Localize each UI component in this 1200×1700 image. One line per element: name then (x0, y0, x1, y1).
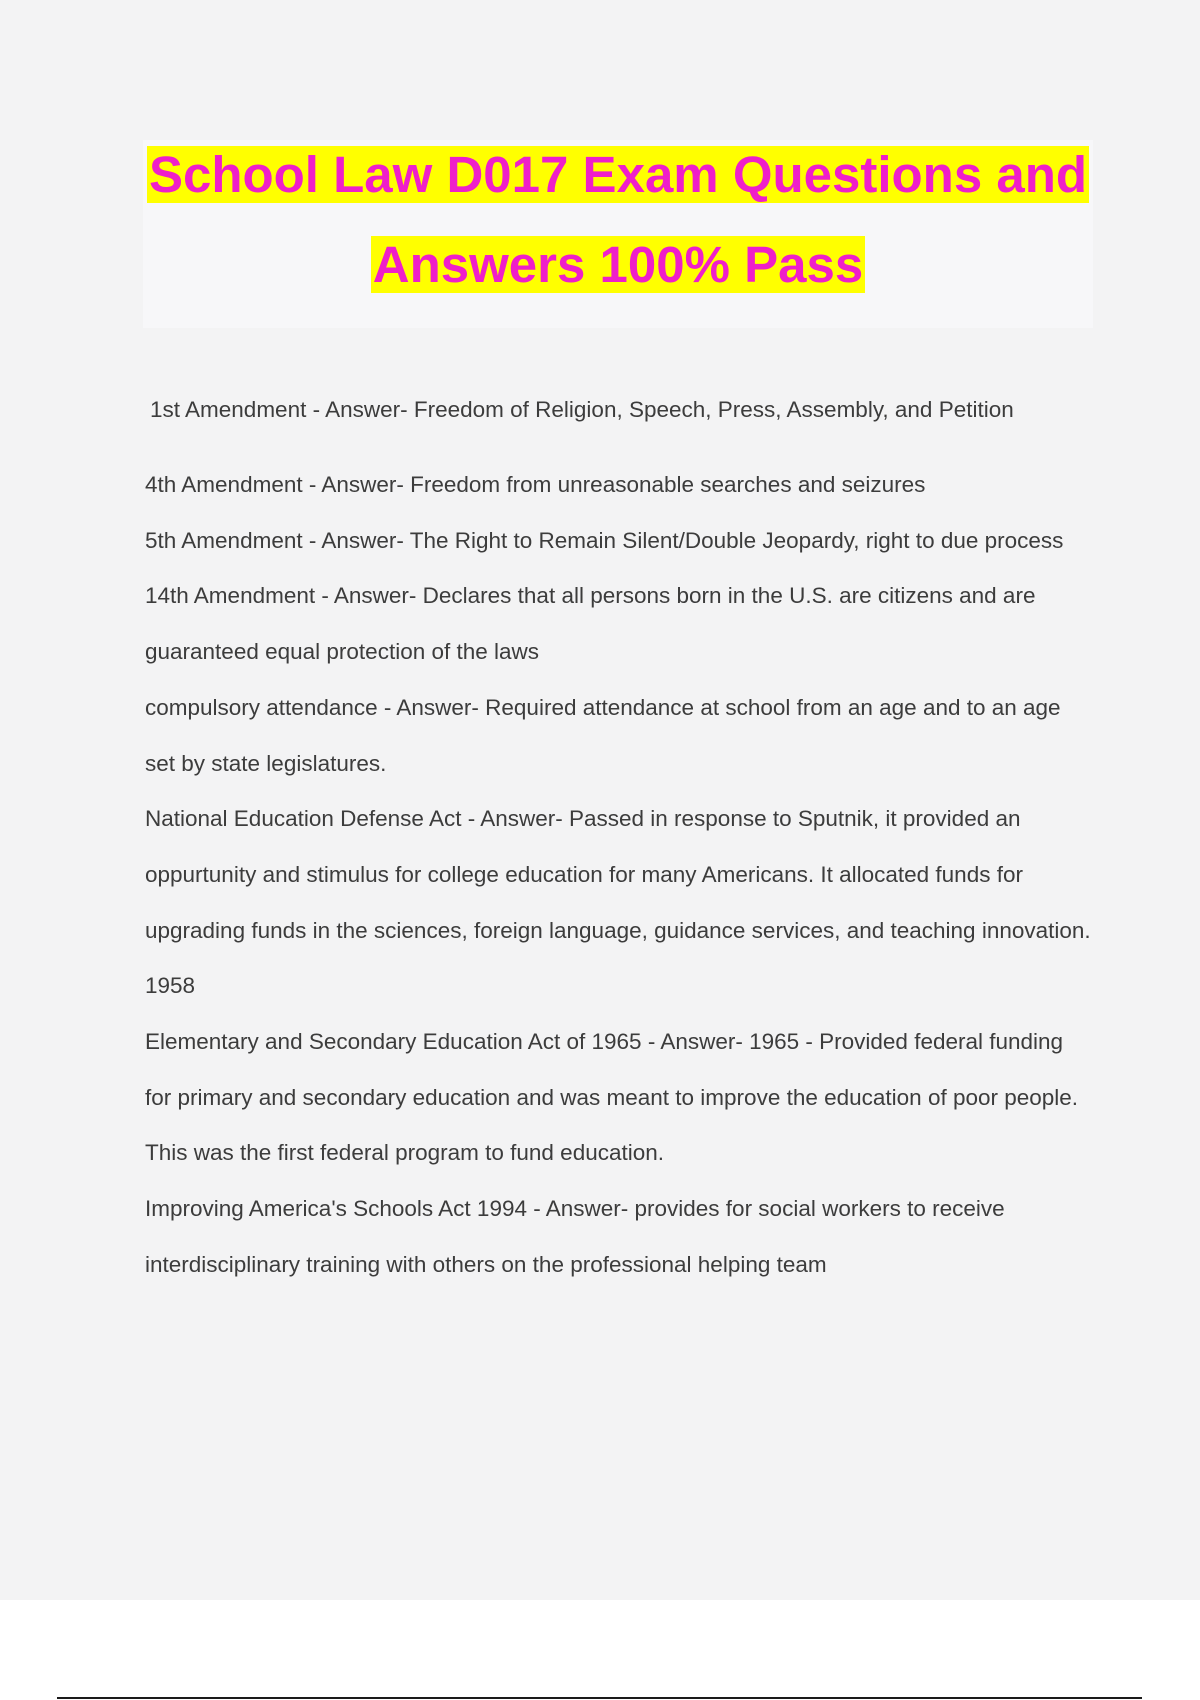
qa-entry: 14th Amendment - Answer- Declares that all persons born in the U.S. are citizens and are guaranteed equal protection of the laws (145, 583, 1036, 665)
qa-entry: Elementary and Secondary Education Act of 1965 - Answer- 1965 - Provided federal funding for primary and secondary education and was meant to improve the education of poor people. This was the first federal program to fund education. (145, 1029, 1079, 1166)
footer-divider (57, 1697, 1142, 1699)
document-title-line-2: Answers 100% Pass (372, 236, 864, 293)
title-block (143, 140, 1093, 328)
qa-entry: National Education Defense Act - Answer- Passed in response to Sputnik, it provided an oppurtunity and stimulus for college education for many Americans. It allocated funds for upgrading funds in the sciences, foreign language, guidance services, and teaching innovation. 1958 (145, 806, 1091, 999)
qa-entry: compulsory attendance - Answer- Required attendance at school from an age and to an age set by state legislatures. (145, 694, 1061, 776)
qa-entry: 1st Amendment - Answer- Freedom of Religion, Speech, Press, Assembly, and Petition (150, 397, 1014, 422)
qa-entry: Improving America's Schools Act 1994 - Answer- provides for social workers to receive interdisciplinary training with others on the professional helping team (145, 1196, 1005, 1277)
qa-entry: 5th Amendment - Answer- The Right to Remain Silent/Double Jeopardy, right to due process (145, 527, 1064, 553)
document-title-line-1: School Law D017 Exam Questions and (148, 146, 1088, 203)
qa-list (145, 385, 1095, 1293)
qa-entry: 4th Amendment - Answer- Freedom from unreasonable searches and seizures (145, 472, 926, 497)
